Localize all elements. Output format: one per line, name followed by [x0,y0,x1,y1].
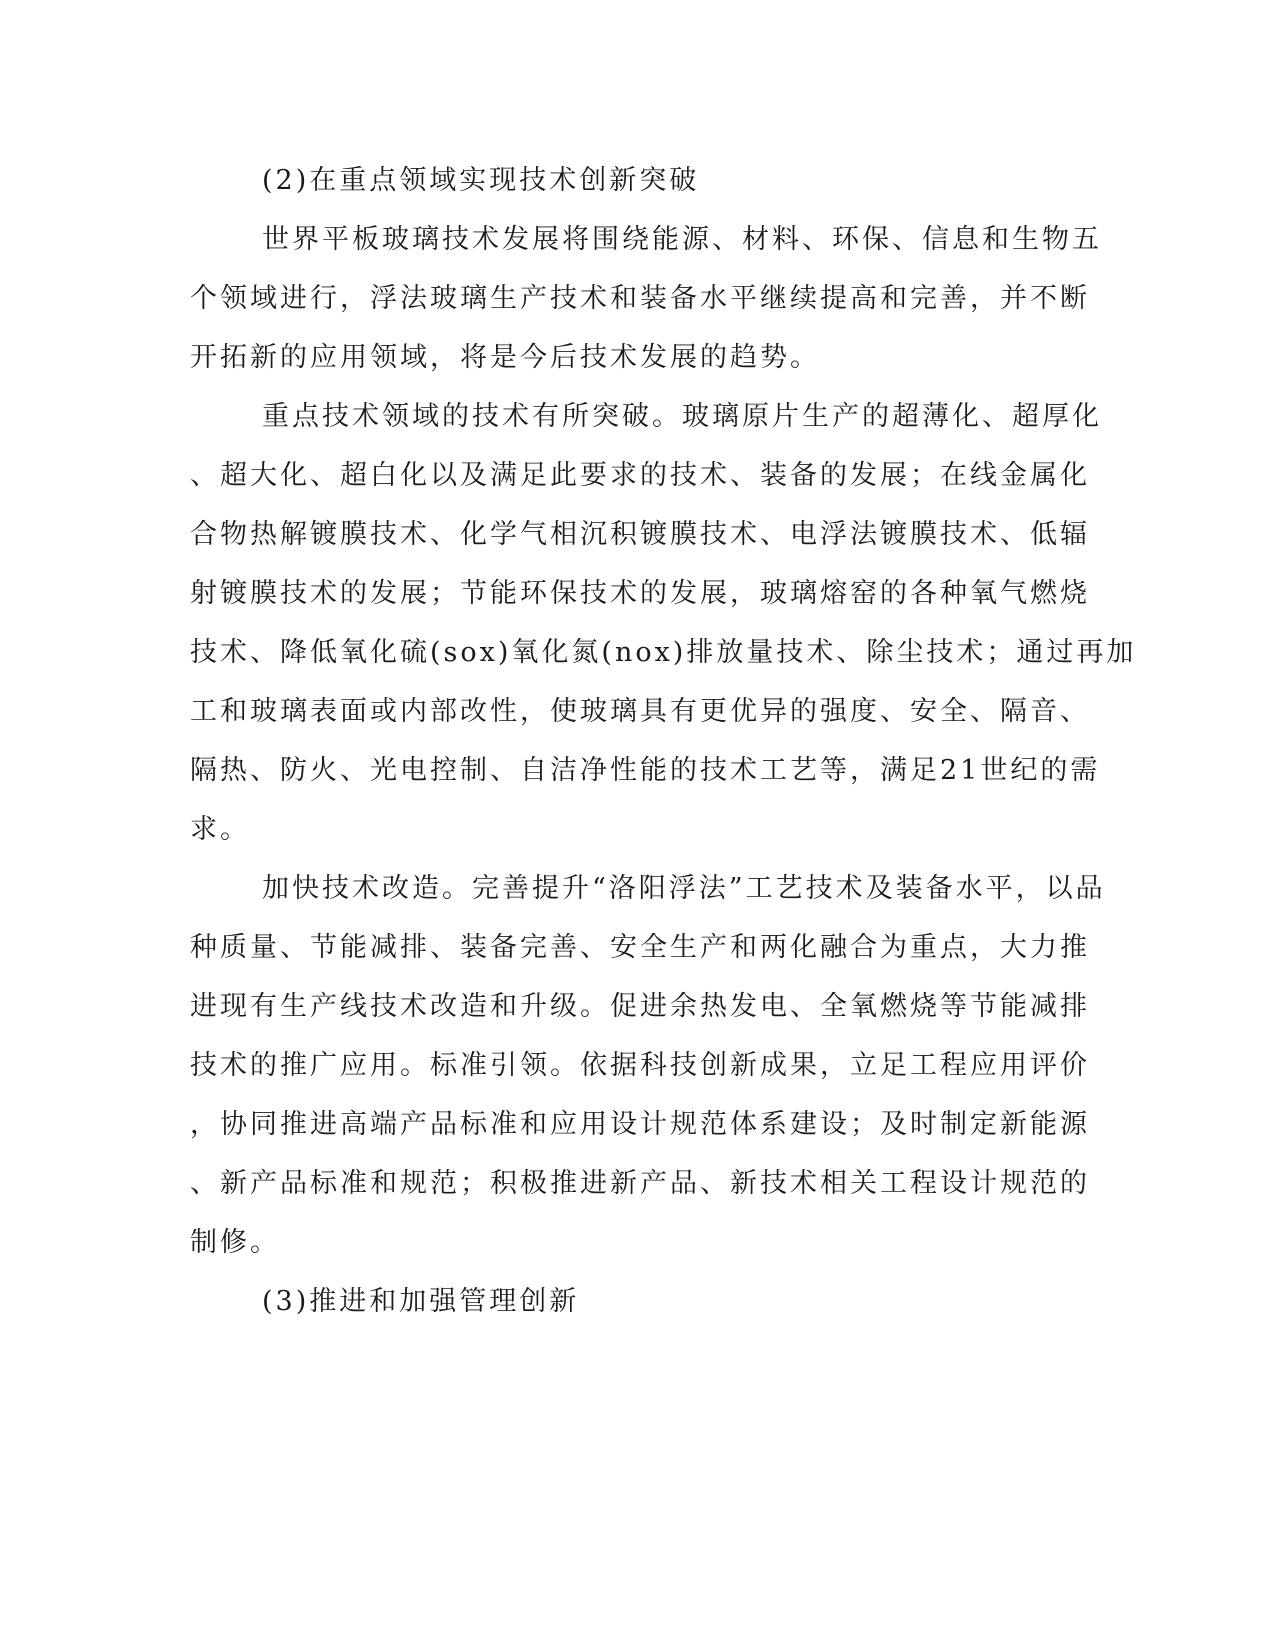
paragraph-line: 隔热、防火、光电控制、自洁净性能的技术工艺等，满足21世纪的需 [190,755,1101,786]
paragraph-line: 射镀膜技术的发展；节能环保技术的发展，玻璃熔窑的各种氧气燃烧 [190,578,1090,609]
section-heading-3: (3)推进和加强管理创新 [262,1286,580,1317]
paragraph-line: 加快技术改造。完善提升“洛阳浮法”工艺技术及装备水平，以品 [262,873,1106,904]
section-heading-2: (2)在重点领域实现技术创新突破 [262,165,700,196]
paragraph-line: 技术、降低氧化硫(sox)氧化氮(nox)排放量技术、除尘技术；通过再加 [190,637,1137,668]
paragraph-line: 制修。 [190,1227,280,1258]
paragraph-line: 重点技术领域的技术有所突破。玻璃原片生产的超薄化、超厚化 [262,401,1102,432]
paragraph-line: 开拓新的应用领域，将是今后技术发展的趋势。 [190,342,820,373]
paragraph-line: 种质量、节能减排、装备完善、安全生产和两化融合为重点，大力推 [190,932,1090,963]
paragraph-line: 工和玻璃表面或内部改性，使玻璃具有更优异的强度、安全、隔音、 [190,696,1090,727]
paragraph-line: 个领域进行，浮法玻璃生产技术和装备水平继续提高和完善，并不断 [190,283,1090,314]
paragraph-line: 进现有生产线技术改造和升级。促进余热发电、全氧燃烧等节能减排 [190,991,1090,1022]
paragraph-line: 求。 [190,814,250,845]
paragraph-line: 、超大化、超白化以及满足此要求的技术、装备的发展；在线金属化 [190,460,1090,491]
paragraph-line: ，协同推进高端产品标准和应用设计规范体系建设；及时制定新能源 [190,1109,1090,1140]
paragraph-line: 技术的推广应用。标准引领。依据科技创新成果，立足工程应用评价 [190,1050,1090,1081]
paragraph-line: 、新产品标准和规范；积极推进新产品、新技术相关工程设计规范的 [190,1168,1090,1199]
paragraph-line: 世界平板玻璃技术发展将围绕能源、材料、环保、信息和生物五 [262,224,1102,255]
paragraph-line: 合物热解镀膜技术、化学气相沉积镀膜技术、电浮法镀膜技术、低辐 [190,519,1090,550]
